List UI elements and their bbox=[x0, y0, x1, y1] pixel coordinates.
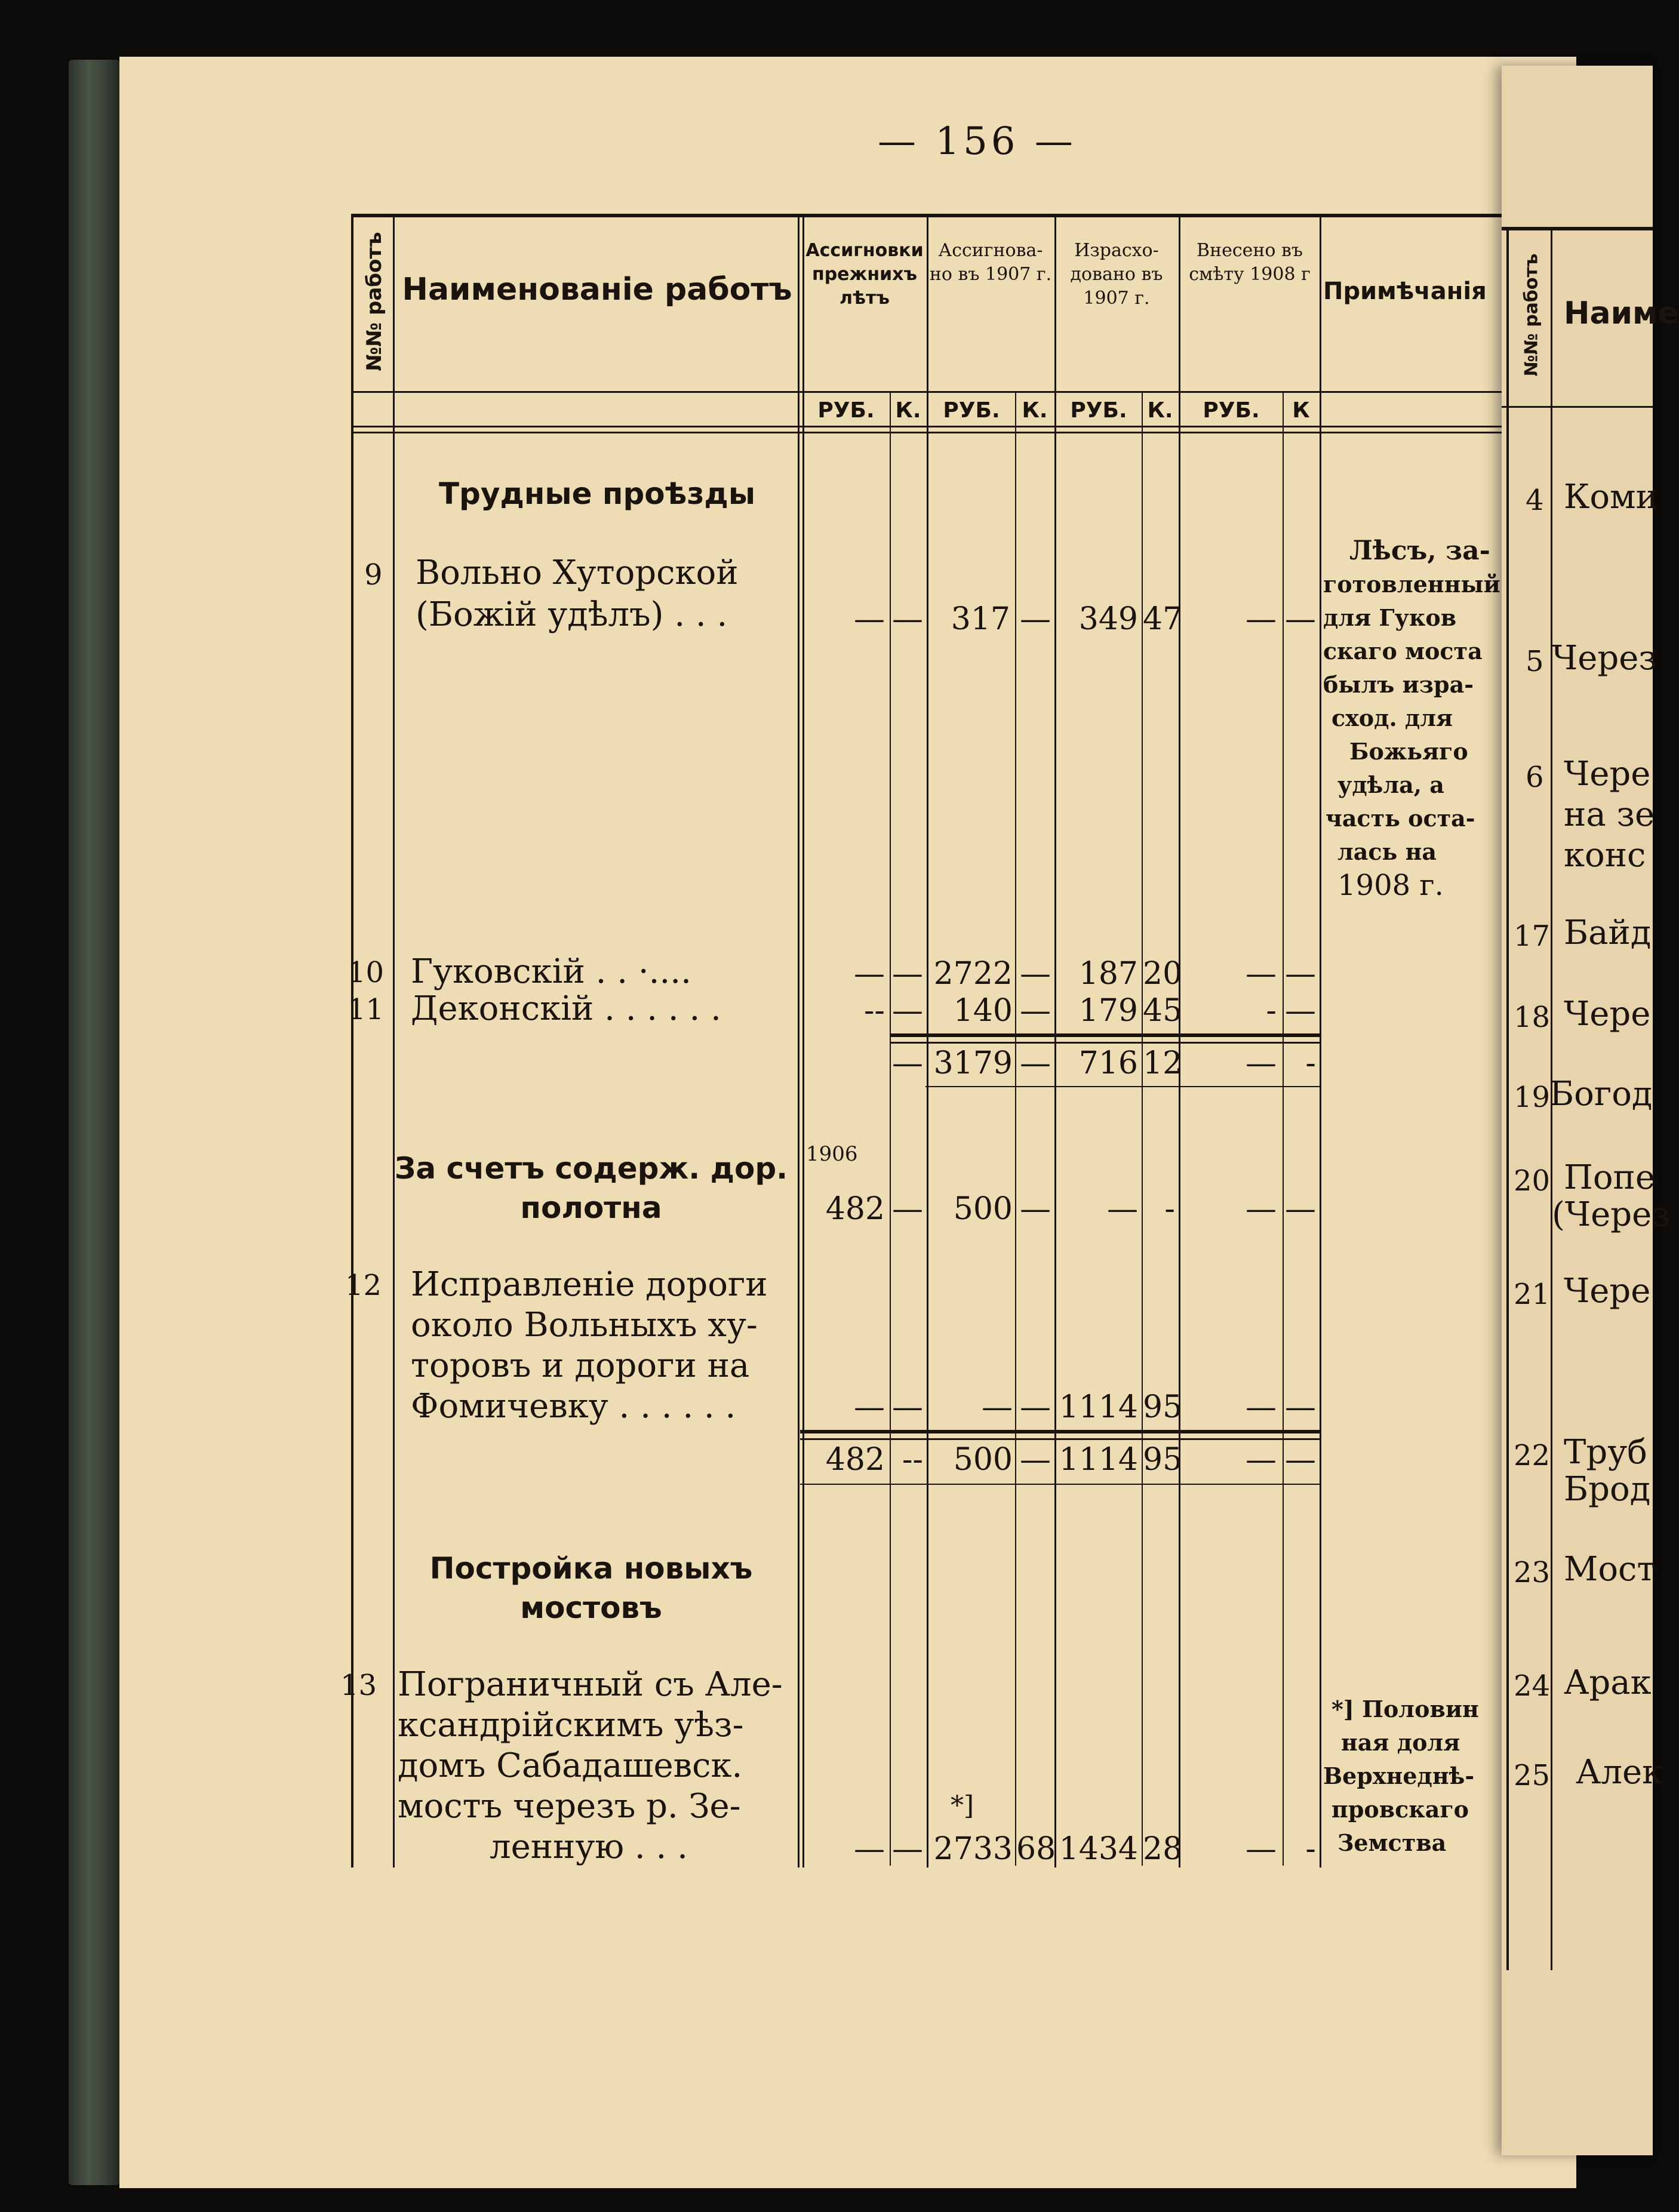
right-page: №№ работъ Наиме 4 Коми 5 Через 6 Чере на зе конс 17 Байд 18 Чере 19 Богод 20 Попе (Через 21 Чере 22 Труб Брод 23 Мост 24 Арак 25 Алек bbox=[1502, 66, 1653, 2155]
upkeep-spent-kop: - bbox=[1164, 1191, 1175, 1227]
right-table-left-border bbox=[1506, 227, 1509, 1970]
row-12-prev-kop: — bbox=[892, 1389, 923, 1425]
row-12-name-4: Фомичевку . . . . . . bbox=[411, 1387, 736, 1426]
sum-1-spent-kop: 12 bbox=[1143, 1045, 1183, 1081]
subtotal-underline-2 bbox=[800, 1484, 1320, 1485]
right-table-top-border bbox=[1502, 227, 1653, 230]
header-num: №№ работъ bbox=[362, 232, 386, 371]
col-1907-divider bbox=[927, 214, 928, 1868]
row-9-1907-rub: 317 bbox=[951, 601, 1010, 637]
row-11-1908-kop: — bbox=[1285, 993, 1316, 1029]
sum-2-spent-kop: 95 bbox=[1143, 1442, 1183, 1478]
row-12-1907-rub: — bbox=[982, 1389, 1013, 1425]
header-prev-kop: К. bbox=[895, 398, 921, 423]
row-11-spent-kop: 45 bbox=[1143, 993, 1183, 1029]
row-12-name-3: торовъ и дороги на bbox=[411, 1346, 750, 1385]
row-9-num: 9 bbox=[364, 558, 383, 592]
upkeep-1908-rub: — bbox=[1246, 1191, 1277, 1227]
row-12-spent-kop: 95 bbox=[1143, 1389, 1183, 1425]
row-13-name-2: ксандрійскимъ уѣз- bbox=[398, 1706, 744, 1745]
row-13-spent-rub: 1434 bbox=[1059, 1831, 1138, 1867]
header-bottom-rule-2 bbox=[352, 432, 1582, 433]
header-1907-rub: РУБ. bbox=[943, 398, 1000, 423]
right-header-name: Наиме bbox=[1564, 296, 1679, 331]
row-11-name: Деконскій . . . . . . bbox=[411, 989, 721, 1028]
sum-1-1908-kop: - bbox=[1305, 1045, 1316, 1081]
sum-1-spent-rub: 716 bbox=[1078, 1045, 1138, 1081]
row-10-1908-rub: — bbox=[1246, 956, 1277, 992]
row-10-1908-kop: — bbox=[1285, 956, 1316, 992]
table-top-border bbox=[352, 214, 1582, 217]
section-upkeep-line1: За счетъ содерж. дор. bbox=[394, 1151, 788, 1186]
book-binding bbox=[69, 60, 119, 2185]
row-10-prev-rub: — bbox=[854, 956, 885, 992]
row-9-name-2: (Божій удѣлъ) . . . bbox=[416, 595, 728, 634]
row-11-prev-kop: — bbox=[892, 993, 923, 1029]
row-11-1907-rub: 140 bbox=[953, 993, 1013, 1029]
col-spent-divider bbox=[1054, 214, 1056, 1868]
header-prev-rub: РУБ. bbox=[817, 398, 875, 423]
row-13-name-1: Пограничный съ Але- bbox=[398, 1665, 783, 1704]
header-name: Наименованіе работъ bbox=[402, 272, 792, 307]
row-13-1907-kop: 68 bbox=[1016, 1831, 1056, 1867]
row-12-1908-rub: — bbox=[1246, 1389, 1277, 1425]
subheader-rule bbox=[352, 391, 1582, 393]
sum-2-1907-kop: — bbox=[1020, 1442, 1051, 1478]
page-number: — 156 — bbox=[878, 119, 1077, 164]
subtotal-rule-1b bbox=[890, 1042, 1320, 1044]
header-spent-kop: К. bbox=[1147, 398, 1173, 423]
header-1907: Ассигнова- но въ 1907 г. bbox=[929, 240, 1052, 285]
subtotal-underline-1 bbox=[925, 1086, 1320, 1087]
row-12-prev-rub: — bbox=[854, 1389, 885, 1425]
sum-2-1908-kop: — bbox=[1285, 1442, 1316, 1478]
header-1908-kop: К bbox=[1292, 398, 1310, 423]
row-11-1907-kop: — bbox=[1020, 993, 1051, 1029]
row-12-num: 12 bbox=[345, 1269, 382, 1302]
row-10-1907-rub: 2722 bbox=[933, 956, 1013, 992]
row-11-prev-rub: -- bbox=[863, 993, 885, 1029]
sum-1-1908-rub: — bbox=[1246, 1045, 1277, 1081]
upkeep-prev-kop: — bbox=[892, 1191, 923, 1227]
row-12-1908-kop: — bbox=[1285, 1389, 1316, 1425]
row-13-1908-kop: - bbox=[1305, 1831, 1316, 1867]
row-9-1908-rub: — bbox=[1246, 601, 1277, 637]
subtotal-rule-2b bbox=[800, 1438, 1320, 1440]
header-1908: Внесено въ смѣту 1908 г bbox=[1189, 240, 1311, 285]
row-13-spent-kop: 28 bbox=[1143, 1831, 1183, 1867]
row-13-name-3: домъ Сабадашевск. bbox=[398, 1746, 743, 1785]
row-13-1908-rub: — bbox=[1246, 1831, 1277, 1867]
header-prev-years: Ассигновки прежнихъ лѣтъ bbox=[805, 240, 924, 309]
row-13-name-4: мостъ черезъ р. Зе- bbox=[398, 1787, 741, 1826]
row-13-prev-kop: — bbox=[892, 1831, 923, 1867]
sum-2-spent-rub: 1114 bbox=[1059, 1442, 1138, 1478]
header-bottom-rule bbox=[352, 426, 1582, 427]
upkeep-prev-rub: 482 bbox=[825, 1191, 885, 1227]
sum-2-prev-rub: 482 bbox=[825, 1442, 885, 1478]
upkeep-1908-kop: — bbox=[1285, 1191, 1316, 1227]
table-left-border bbox=[351, 214, 353, 1868]
row-12-name-1: Исправленіе дороги bbox=[411, 1265, 768, 1304]
col-notes-divider bbox=[1320, 214, 1321, 1868]
col-1908-divider bbox=[1179, 214, 1180, 1868]
subtotal-rule-2 bbox=[800, 1430, 1320, 1433]
row-13-prev-rub: — bbox=[854, 1831, 885, 1867]
sum-2-1907-rub: 500 bbox=[953, 1442, 1013, 1478]
right-header-rule bbox=[1502, 406, 1653, 408]
upkeep-year: 1906 bbox=[806, 1142, 858, 1166]
row-10-1907-kop: — bbox=[1020, 956, 1051, 992]
row-9-prev-kop: — bbox=[892, 601, 923, 637]
right-header-num: №№ работъ bbox=[1521, 253, 1542, 377]
sum-1-1907-kop: — bbox=[1020, 1045, 1051, 1081]
row-9-name-1: Вольно Хуторской bbox=[416, 553, 739, 592]
sum-1-1907-rub: 3179 bbox=[933, 1045, 1013, 1081]
col-name-divider-2 bbox=[802, 214, 804, 1868]
row-13-name-5: ленную . . . bbox=[490, 1828, 688, 1866]
sum-2-1908-rub: — bbox=[1246, 1442, 1277, 1478]
row-11-spent-rub: 179 bbox=[1078, 993, 1138, 1029]
subtotal-rule-1 bbox=[890, 1033, 1320, 1037]
row-9-spent-rub: 349 bbox=[1078, 601, 1138, 637]
row-10-name: Гуковскій . . ·.... bbox=[411, 952, 691, 991]
row-12-name-2: около Вольныхъ ху- bbox=[411, 1306, 758, 1345]
sum-2-prev-kop: -- bbox=[902, 1442, 923, 1478]
section-new-bridges-line1: Постройка новыхъ bbox=[429, 1551, 753, 1586]
upkeep-spent-rub: — bbox=[1107, 1191, 1138, 1227]
header-1907-kop: К. bbox=[1022, 398, 1048, 423]
row-9-1907-kop: — bbox=[1020, 601, 1051, 637]
row-9-spent-kop: 47 bbox=[1143, 601, 1183, 637]
row-11-1908-rub: - bbox=[1266, 993, 1277, 1029]
section-difficult-passages: Трудные проѣзды bbox=[438, 476, 756, 511]
row-10-prev-kop: — bbox=[892, 956, 923, 992]
row-9-1908-kop: — bbox=[1285, 601, 1316, 637]
row-11-num: 11 bbox=[348, 993, 385, 1026]
row-13-1907-rub: 2733 bbox=[933, 1831, 1013, 1867]
header-notes: Примѣчанія bbox=[1323, 278, 1487, 305]
row-10-spent-rub: 187 bbox=[1078, 956, 1138, 992]
left-page: — 156 — №№ работъ Наименованіе работъ Ассигновки прежнихъ лѣтъ Ассигнова- но въ 1907 г. Израсхо- довано въ 1907 г. Внесено въ смѣту 1908 г Примѣчанія РУБ. К. РУБ. К. РУБ. К. РУБ. К Трудные проѣзды 9 Вольно Хуторской (Божій удѣлъ) . . . — — 317 — 349 47 — — Лѣсъ, за- готовленный для Гуков скаго моста былъ изра- сход. для Божьяго удѣла, а часть оста- лась на 1908 г. 10 Гуковскій . . ·.... — — 2722 — 187 20 — — 11 Деконскій . . . . . . -- — 140 — 179 45 - — — 3179 — 716 12 — - За счетъ содерж. дор. полотна 1906 482 — 500 — — - — — 12 Исправленіе дороги около Вольныхъ ху- торовъ и дороги на Фомичевку . . . . . . — — — — 1114 95 — — 482 -- 500 — 1114 95 — — Постройка новыхъ мостовъ 13 Пограничный съ Але- ксандрійскимъ уѣз- домъ Сабадашевск. мостъ черезъ р. Зе- ленную . . . *] — — 2733 68 1434 28 — - *] Половин ная доля Верхнеднѣ- провскаго Земства bbox=[119, 57, 1576, 2188]
header-1908-rub: РУБ. bbox=[1203, 398, 1260, 423]
header-spent-rub: РУБ. bbox=[1070, 398, 1127, 423]
row-12-1907-kop: — bbox=[1020, 1389, 1051, 1425]
upkeep-1907-rub: 500 bbox=[953, 1191, 1013, 1227]
section-new-bridges-line2: мостовъ bbox=[520, 1590, 662, 1625]
row-10-num: 10 bbox=[348, 956, 385, 989]
upkeep-1907-kop: — bbox=[1020, 1191, 1051, 1227]
section-upkeep-line2: полотна bbox=[520, 1190, 662, 1225]
row-12-spent-rub: 1114 bbox=[1059, 1389, 1138, 1425]
sum-1-prev-kop: — bbox=[892, 1045, 923, 1081]
row-10-spent-kop: 20 bbox=[1143, 956, 1183, 992]
row-13-num: 13 bbox=[340, 1669, 377, 1702]
header-spent: Израсхо- довано въ 1907 г. bbox=[1070, 240, 1163, 309]
row-9-prev-rub: — bbox=[854, 601, 885, 637]
row-13-footnote-mark: *] bbox=[951, 1790, 974, 1821]
